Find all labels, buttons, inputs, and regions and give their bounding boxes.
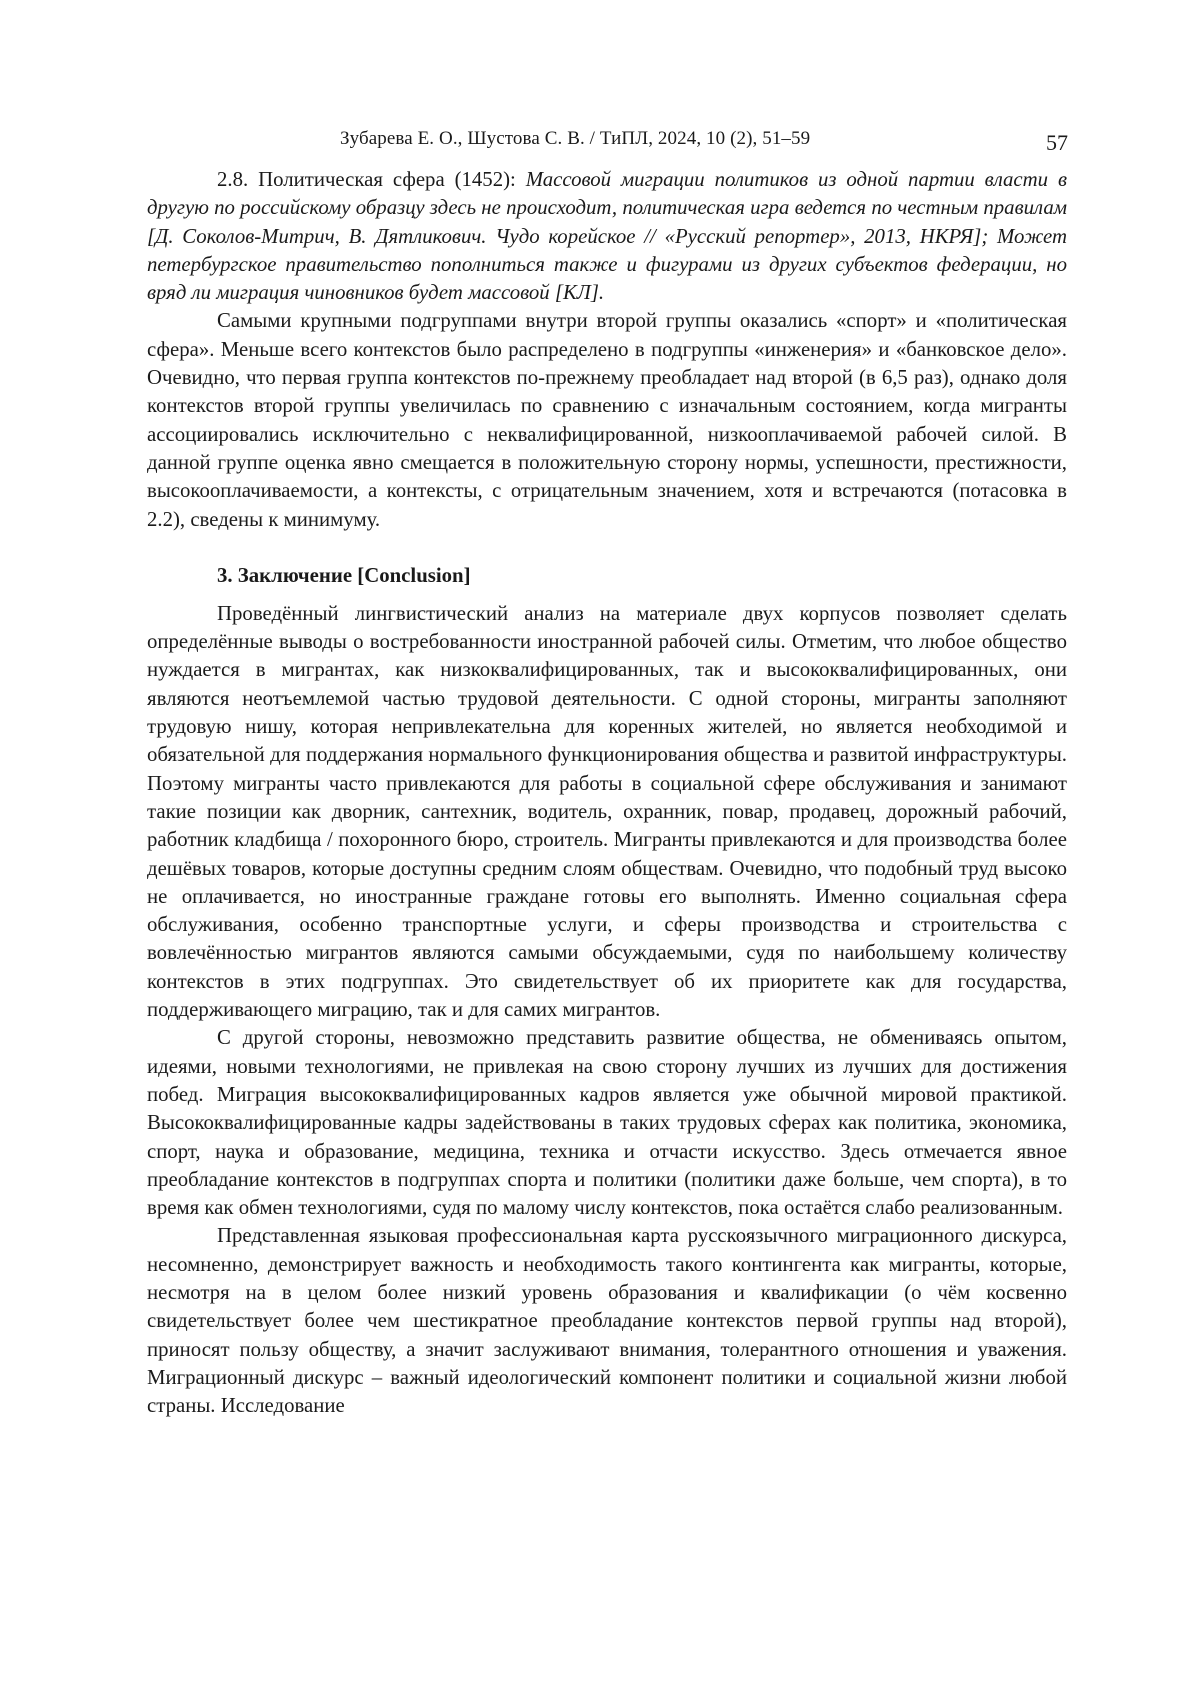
corpus-examples: Массовой миграции политиков из одной партии власти в другую по российскому образцу здесь не происходит, политическая игра ведется по честным правилам [Д. Соколов-Митрич, В. Дятликович. Чудо корейское // «Русский репортер», 2013, НКРЯ]; Может петербургское правительство пополниться также и фигурами из других субъектов федерации, но вряд ли миграция чиновников будет массовой [КЛ]. xyxy=(147,168,1067,305)
paragraph-conclusion-1: Проведённый лингвистический анализ на материале двух корпусов позволяет сделать определённые выводы о востребованности иностранной рабочей силы. Отметим, что любое общество нуждается в мигрантах, как низкоквалифицированных, так и высококвалифицированных, они являются неотъемлемой частью трудовой деятельности. С одной стороны, мигранты заполняют трудовую нишу, которая непривлекательна для коренных жителей, но является необходимой и обязательной для поддержания нормального функционирования общества и развитой инфраструктуры. Поэтому мигранты часто привлекаются для работы в социальной сфере обслуживания и занимают такие позиции как дворник, сантехник, водитель, охранник, повар, продавец, дорожный рабочий, работник кладбища / похоронного бюро, строитель. Мигранты привлекаются и для производства более дешёвых товаров, которые доступны средним слоям обществам. Очевидно, что подобный труд высоко не оплачивается, но иностранные граждане готовы его выполнять. Именно социальная сфера обслуживания, особенно транспортные услуги, и сферы производства и строительства с вовлечённостью мигрантов являются самыми обсуждаемыми, судя по наибольшему количеству контекстов в этих подгруппах. Это свидетельствует об их приоритете как для государства, поддерживающего миграцию, так и для самих мигрантов. xyxy=(147,601,1067,1022)
running-head: Зубарева Е. О., Шустова С. В. / ТиПЛ, 2024, 10 (2), 51–59 xyxy=(340,128,811,149)
paragraph-conclusion-3: Представленная языковая профессиональная карта русскоязычного миграционного дискурса, несомненно, демонстрирует важность и необходимость такого контингента как мигранты, которые, несмотря на в целом более низкий уровень образования и квалификации (о чём косвенно свидетельствует более чем шестикратное преобладание контекстов первой группы над второй), приносят пользу обществу, а значит заслуживают внимания, толерантного отношения и уважения. Миграционный дискурс – важный идеологический компонент политики и социальной жизни любой страны. Исследование xyxy=(147,1224,1067,1418)
subgroup-label: 2.8. Политическая сфера (1452): xyxy=(217,168,526,191)
paragraph-subgroups-summary: Самыми крупными подгруппами внутри второй группы оказались «спорт» и «политическая сфера». Меньше всего контекстов было распределено в подгруппы «инженерия» и «банковское дело». Очевидно, что первая группа контекстов по-прежнему преобладает над второй (в 6,5 раз), однако доля контекстов второй группы увеличилась по сравнению с изначальным состоянием, когда мигранты ассоциировались исключительно с неквалифицированной, низкооплачиваемой рабочей силой. В данной группе оценка явно смещается в положительную сторону нормы, успешности, престижности, высокооплачиваемости, а контексты, с отрицательным значением, хотя и встречаются (потасовка в 2.2), сведены к минимуму. xyxy=(147,309,1067,531)
section-heading: 3. Заключение [Conclusion] xyxy=(217,563,471,587)
body-text xyxy=(147,166,1067,1420)
paragraph-political-sphere xyxy=(147,166,1067,307)
page-number: 57 xyxy=(1046,130,1068,155)
paragraph-conclusion-2: С другой стороны, невозможно представить развитие общества, не обмениваясь опытом, идеями, новыми технологиями, не привлекая на свою сторону лучших из лучших для достижения побед. Миграция высококвалифицированных кадров является уже обычной мировой практикой. Высококвалифицированные кадры задействованы в таких трудовых сферах как политика, экономика, спорт, наука и образование, медицина, техника и отчасти искусство. Здесь отмечается явное преобладание контекстов в подгруппах спорта и политики (политики даже больше, чем спорта), в то время как обмен технологиями, судя по малому числу контекстов, пока остаётся слабо реализованным. xyxy=(147,1026,1067,1220)
